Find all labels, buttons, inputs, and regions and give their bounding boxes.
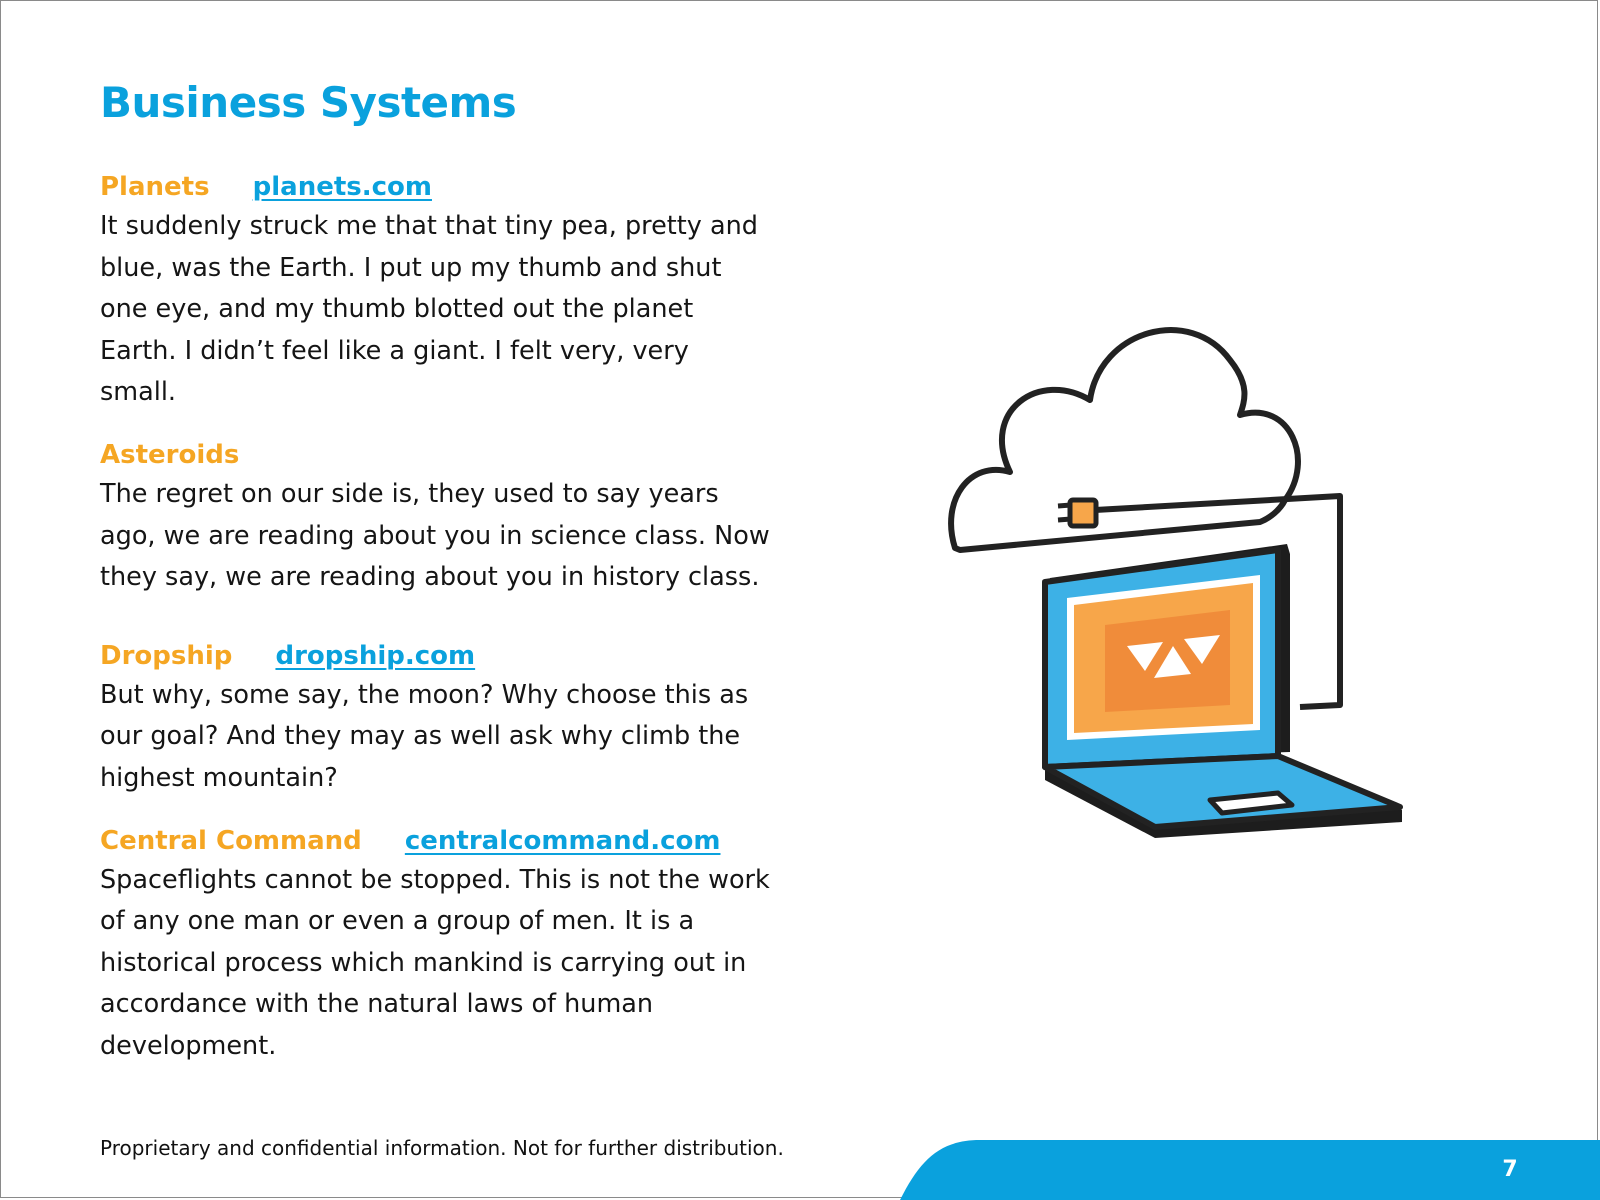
section-asteroids	[100, 436, 772, 599]
content-column	[100, 168, 772, 1068]
section-dropship	[100, 637, 772, 800]
cloud-laptop-icon	[940, 300, 1440, 860]
section-heading: Planets	[100, 172, 210, 202]
section-header	[100, 822, 772, 860]
section-header	[100, 168, 772, 206]
section-paragraph: Spaceflights cannot be stopped. This is not the work of any one man or even a group of men. It is a historical process which mankind is carrying out in accordance with the natural laws of human development.	[100, 864, 770, 1061]
dropship-link[interactable]: dropship.com	[275, 640, 476, 671]
section-paragraph: The regret on our side is, they used to say years ago, we are reading about you in science class. Now they say, we are reading about you in history class.	[100, 478, 770, 593]
section-paragraph: It suddenly struck me that that tiny pea, pretty and blue, was the Earth. I put up my thumb and shut one eye, and my thumb blotted out the planet Earth. I didn’t feel like a giant. I felt very, very small.	[100, 211, 758, 408]
page-number: 7	[1502, 1157, 1518, 1182]
section-central-command	[100, 822, 772, 1068]
page-title: Business Systems	[100, 78, 517, 127]
planets-link[interactable]: planets.com	[252, 172, 432, 202]
confidentiality-note: Proprietary and confidential information. Not for further distribution.	[100, 1136, 784, 1160]
section-planets	[100, 168, 772, 414]
centralcommand-link[interactable]: centralcommand.com	[404, 825, 721, 856]
section-header	[100, 637, 772, 675]
section-heading: Dropship	[100, 640, 233, 671]
section-header	[100, 436, 772, 474]
section-heading: Central Command	[100, 825, 362, 856]
section-paragraph: But why, some say, the moon? Why choose this as our goal? And they may as well ask why climb the highest mountain?	[100, 679, 749, 793]
section-heading: Asteroids	[100, 439, 240, 470]
cloud-icon	[951, 330, 1298, 550]
